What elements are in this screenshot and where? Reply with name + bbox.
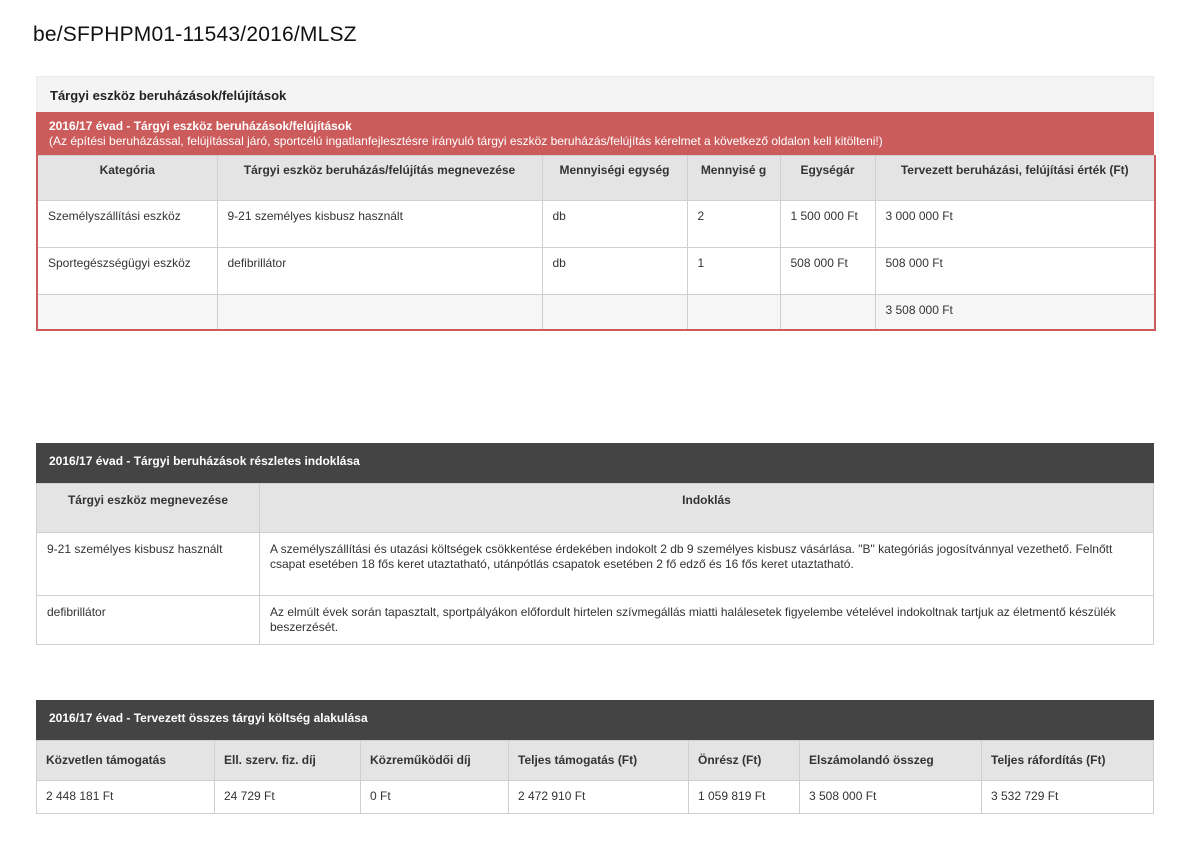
- table-cell: defibrillátor: [217, 248, 542, 295]
- column-header: Mennyisé g: [687, 156, 780, 201]
- column-header: Tárgyi eszköz beruházás/felújítás megnevezése: [217, 156, 542, 201]
- panel-title: 2016/17 évad - Tárgyi beruházások részletes indoklása: [36, 443, 1154, 483]
- table-cell: 1 059 819 Ft: [689, 781, 800, 814]
- column-header: Tárgyi eszköz megnevezése: [37, 484, 260, 533]
- table-header-row: [37, 484, 1154, 533]
- column-header: Elszámolandó összeg: [800, 741, 982, 781]
- table-row: [37, 201, 1155, 248]
- column-header: Tervezett beruházási, felújítási érték (Ft): [875, 156, 1155, 201]
- table-cell: 2: [687, 201, 780, 248]
- document-id: be/SFPHPM01-11543/2016/MLSZ: [33, 23, 357, 46]
- asset-investments-table: [36, 155, 1156, 331]
- table-cell: db: [542, 248, 687, 295]
- justification-panel: [36, 443, 1154, 645]
- table-cell: 3 000 000 Ft: [875, 201, 1155, 248]
- table-cell: A személyszállítási és utazási költségek csökkentése érdekében indokolt 2 db 9 személyes kisbusz vásárlása. "B" kategóriás jogosítvánnyal vezethető. Felnőtt csapat esetében 18 fős keret utaztatható, utánpótlás csapatok esetében 2 fő edző és 16 fős keret utaztatható.: [260, 533, 1154, 596]
- column-header: Közvetlen támogatás: [37, 741, 215, 781]
- table-cell: Az elmúlt évek során tapasztalt, sportpályákon előfordult hirtelen szívmegállás miatti halálesetek figyelembe vételével indokoltnak tartjuk az életmentő készülék beszerzését.: [260, 596, 1154, 645]
- table-row: [37, 248, 1155, 295]
- table-row: [37, 781, 1154, 814]
- column-header: Önrész (Ft): [689, 741, 800, 781]
- justification-table: [36, 483, 1154, 645]
- table-cell: [542, 295, 687, 331]
- column-header: Kategória: [37, 156, 217, 201]
- table-cell: 2 448 181 Ft: [37, 781, 215, 814]
- season-banner: [36, 112, 1154, 155]
- table-cell: 9-21 személyes kisbusz használt: [37, 533, 260, 596]
- table-row: [37, 533, 1154, 596]
- table-cell: 1: [687, 248, 780, 295]
- column-header: Teljes támogatás (Ft): [509, 741, 689, 781]
- table-cell: Sportegészségügyi eszköz: [37, 248, 217, 295]
- column-header: Indoklás: [260, 484, 1154, 533]
- panel-title: 2016/17 évad - Tervezett összes tárgyi költség alakulása: [36, 700, 1154, 740]
- table-cell: [217, 295, 542, 331]
- table-cell: 508 000 Ft: [780, 248, 875, 295]
- table-cell: db: [542, 201, 687, 248]
- table-cell: Személyszállítási eszköz: [37, 201, 217, 248]
- table-header-row: [37, 156, 1155, 201]
- table-cell: 3 532 729 Ft: [982, 781, 1154, 814]
- table-cell: 1 500 000 Ft: [780, 201, 875, 248]
- table-cell: [37, 295, 217, 331]
- table-cell: 24 729 Ft: [215, 781, 361, 814]
- table-cell: 2 472 910 Ft: [509, 781, 689, 814]
- table-cell: [780, 295, 875, 331]
- column-header: Közreműködői díj: [361, 741, 509, 781]
- season-banner-note: (Az építési beruházással, felújítással járó, sportcélú ingatlanfejlesztésre irányuló tárgyi eszköz beruházás/felújítás kérelmet a következő oldalon kell kitölteni!): [49, 134, 883, 148]
- table-header-row: [37, 741, 1154, 781]
- table-cell: 0 Ft: [361, 781, 509, 814]
- table-cell: 508 000 Ft: [875, 248, 1155, 295]
- cost-summary-table: [36, 740, 1154, 814]
- season-banner-title: 2016/17 évad - Tárgyi eszköz beruházások/felújítások: [49, 119, 352, 133]
- column-header: Teljes ráfordítás (Ft): [982, 741, 1154, 781]
- asset-investments-panel: [36, 76, 1154, 331]
- table-cell: 3 508 000 Ft: [800, 781, 982, 814]
- panel-title: Tárgyi eszköz beruházások/felújítások: [36, 76, 1154, 112]
- table-cell: defibrillátor: [37, 596, 260, 645]
- total-row: [37, 295, 1155, 331]
- column-header: Mennyiségi egység: [542, 156, 687, 201]
- total-value: 3 508 000 Ft: [875, 295, 1155, 331]
- table-row: [37, 596, 1154, 645]
- column-header: Ell. szerv. fiz. díj: [215, 741, 361, 781]
- table-cell: [687, 295, 780, 331]
- column-header: Egységár: [780, 156, 875, 201]
- table-cell: 9-21 személyes kisbusz használt: [217, 201, 542, 248]
- cost-summary-panel: [36, 700, 1154, 814]
